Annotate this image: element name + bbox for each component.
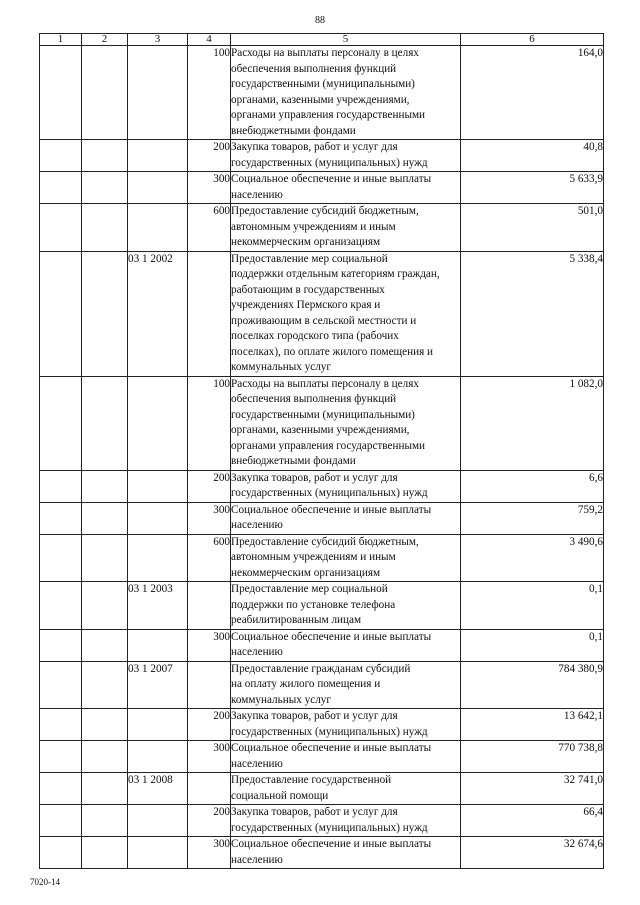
cell-description-text: Социальное обеспечение и иные выплаты населению [231, 173, 432, 201]
cell-amount-text: 0,1 [589, 630, 603, 643]
cell-description-text: Предоставление мер социальной поддержки отдельным категориям граждан, работающим в государственных учреждениях Пермского края и проживающим в сельской местности и поселках городского типа (рабочих поселках), по оплате жилого помещения и коммунальных услуг [231, 252, 440, 373]
cell-description [231, 709, 461, 741]
cell-col1 [40, 502, 82, 534]
cell-expense-type-text: 100 [213, 47, 230, 59]
column-header: 3 [128, 34, 188, 46]
cell-amount-text: 3 490,6 [569, 535, 603, 548]
table-body [40, 46, 604, 869]
cell-target-code [128, 661, 188, 709]
cell-description-text: Социальное обеспечение и иные выплаты населению [231, 503, 432, 531]
cell-amount-text: 6,6 [589, 471, 603, 484]
cell-target-code-text: 03 1 2002 [128, 252, 173, 265]
cell-amount-text: 40,8 [583, 141, 603, 153]
table-row [40, 140, 604, 172]
cell-expense-type-text: 200 [213, 471, 230, 484]
cell-description [231, 376, 461, 470]
cell-amount [461, 741, 604, 773]
cell-description-text: Закупка товаров, работ и услуг для государственных (муниципальных) нужд [231, 806, 428, 834]
cell-col1 [40, 251, 82, 376]
cell-col2 [82, 251, 128, 376]
cell-col2 [82, 582, 128, 630]
cell-target-code-text: 03 1 2008 [128, 774, 173, 786]
cell-expense-type [188, 46, 231, 140]
cell-amount [461, 502, 604, 534]
cell-amount [461, 805, 604, 837]
cell-description [231, 773, 461, 805]
cell-target-code-text: 03 1 2007 [128, 662, 173, 675]
cell-col1 [40, 172, 82, 204]
cell-description [231, 534, 461, 582]
cell-expense-type-text: 300 [213, 838, 230, 850]
cell-expense-type-text: 300 [213, 742, 230, 754]
table-row [40, 46, 604, 140]
cell-col1 [40, 661, 82, 709]
cell-expense-type [188, 773, 231, 805]
cell-target-code [128, 502, 188, 534]
cell-target-code [128, 805, 188, 837]
cell-amount-text: 770 738,8 [558, 742, 603, 754]
table-row [40, 376, 604, 470]
cell-target-code [128, 741, 188, 773]
cell-target-code [128, 251, 188, 376]
cell-expense-type [188, 534, 231, 582]
cell-description-text: Предоставление гражданам субсидий на оплату жилого помещения и коммунальных услуг [231, 662, 411, 706]
cell-col2 [82, 741, 128, 773]
table-header-row [40, 34, 604, 46]
cell-amount [461, 470, 604, 502]
cell-col1 [40, 204, 82, 252]
column-header: 2 [82, 34, 128, 46]
column-header: 5 [231, 34, 461, 46]
budget-table [39, 33, 604, 869]
cell-col1 [40, 629, 82, 661]
cell-amount-text: 1 082,0 [569, 377, 603, 390]
cell-target-code [128, 773, 188, 805]
cell-target-code-text: 03 1 2003 [128, 583, 173, 595]
column-header: 1 [40, 34, 82, 46]
cell-description-text: Предоставление мер социальной поддержки по установке телефона реабилитированным лицам [231, 583, 396, 626]
cell-description [231, 661, 461, 709]
cell-expense-type [188, 204, 231, 252]
cell-col1 [40, 582, 82, 630]
table-row [40, 805, 604, 837]
cell-expense-type [188, 470, 231, 502]
cell-amount [461, 534, 604, 582]
cell-expense-type-text: 300 [213, 503, 230, 516]
cell-description-text: Предоставление субсидий бюджетным, автономным учреждениям и иным некоммерческим организациям [231, 535, 419, 579]
column-header: 4 [188, 34, 231, 46]
cell-expense-type-text: 300 [213, 173, 230, 185]
cell-amount-text: 32 741,0 [563, 774, 603, 786]
cell-col1 [40, 837, 82, 869]
cell-amount [461, 661, 604, 709]
cell-col2 [82, 470, 128, 502]
cell-description-text: Социальное обеспечение и иные выплаты населению [231, 838, 432, 866]
cell-description-text: Социальное обеспечение и иные выплаты населению [231, 630, 432, 658]
cell-col2 [82, 661, 128, 709]
cell-target-code [128, 46, 188, 140]
cell-amount-text: 759,2 [577, 503, 603, 516]
cell-expense-type-text: 200 [213, 710, 230, 722]
table-row [40, 837, 604, 869]
cell-description [231, 805, 461, 837]
table-row [40, 629, 604, 661]
cell-col2 [82, 534, 128, 582]
cell-col2 [82, 709, 128, 741]
cell-expense-type [188, 172, 231, 204]
cell-amount [461, 773, 604, 805]
cell-expense-type-text: 200 [213, 806, 230, 818]
cell-description [231, 502, 461, 534]
cell-col2 [82, 204, 128, 252]
cell-col2 [82, 172, 128, 204]
cell-col2 [82, 140, 128, 172]
cell-description-text: Предоставление субсидий бюджетным, автономным учреждениям и иным некоммерческим организациям [231, 205, 419, 248]
cell-description [231, 837, 461, 869]
cell-description-text: Расходы на выплаты персоналу в целях обеспечения выполнения функций государственными (муниципальными) органами, казенными учреждениями, органами управления государственными внебюджетными фондами [231, 377, 426, 467]
cell-expense-type [188, 140, 231, 172]
cell-col1 [40, 46, 82, 140]
table-row [40, 661, 604, 709]
cell-target-code [128, 376, 188, 470]
cell-description [231, 582, 461, 630]
cell-amount [461, 46, 604, 140]
cell-description-text: Закупка товаров, работ и услуг для государственных (муниципальных) нужд [231, 710, 428, 738]
cell-amount-text: 5 633,9 [569, 173, 603, 185]
cell-expense-type [188, 805, 231, 837]
cell-col2 [82, 629, 128, 661]
cell-col1 [40, 709, 82, 741]
cell-col2 [82, 837, 128, 869]
cell-amount [461, 709, 604, 741]
cell-description [231, 629, 461, 661]
cell-description-text: Расходы на выплаты персоналу в целях обеспечения выполнения функций государственными (муниципальными) органами, казенными учреждениями, органами управления государственными внебюджетными фондами [231, 47, 426, 137]
cell-expense-type-text: 600 [213, 535, 230, 548]
cell-description [231, 741, 461, 773]
cell-description-text: Закупка товаров, работ и услуг для государственных (муниципальных) нужд [231, 141, 428, 169]
cell-description-text: Предоставление государственной социальной помощи [231, 774, 392, 802]
cell-col1 [40, 741, 82, 773]
footer-code: 7020-14 [30, 877, 60, 887]
cell-col1 [40, 534, 82, 582]
cell-amount [461, 251, 604, 376]
cell-description-text: Социальное обеспечение и иные выплаты населению [231, 742, 432, 770]
page-number: 88 [315, 15, 325, 26]
cell-target-code [128, 470, 188, 502]
cell-expense-type [188, 837, 231, 869]
cell-col2 [82, 376, 128, 470]
table-row [40, 172, 604, 204]
cell-amount-text: 13 642,1 [563, 710, 603, 722]
cell-target-code [128, 629, 188, 661]
cell-col2 [82, 805, 128, 837]
cell-col1 [40, 376, 82, 470]
cell-description [231, 204, 461, 252]
cell-amount [461, 140, 604, 172]
cell-target-code [128, 582, 188, 630]
cell-amount [461, 376, 604, 470]
table-row [40, 741, 604, 773]
cell-description [231, 46, 461, 140]
cell-expense-type [188, 376, 231, 470]
table-row [40, 709, 604, 741]
table-row [40, 470, 604, 502]
cell-col2 [82, 46, 128, 140]
cell-expense-type [188, 661, 231, 709]
cell-target-code [128, 204, 188, 252]
cell-target-code [128, 534, 188, 582]
cell-amount [461, 582, 604, 630]
cell-target-code [128, 709, 188, 741]
table-row [40, 251, 604, 376]
cell-target-code [128, 140, 188, 172]
cell-col2 [82, 502, 128, 534]
cell-amount-text: 66,4 [583, 806, 603, 818]
cell-amount [461, 172, 604, 204]
column-header: 6 [461, 34, 604, 46]
cell-amount-text: 5 338,4 [569, 252, 603, 265]
cell-target-code [128, 172, 188, 204]
cell-expense-type [188, 741, 231, 773]
cell-expense-type [188, 629, 231, 661]
cell-amount [461, 837, 604, 869]
cell-description [231, 251, 461, 376]
table-row [40, 204, 604, 252]
table-row [40, 582, 604, 630]
cell-amount-text: 501,0 [577, 205, 603, 217]
cell-expense-type-text: 100 [213, 377, 230, 390]
cell-col1 [40, 805, 82, 837]
cell-amount-text: 164,0 [577, 47, 603, 59]
table-row [40, 502, 604, 534]
cell-description [231, 140, 461, 172]
cell-col1 [40, 773, 82, 805]
cell-amount-text: 32 674,6 [563, 838, 603, 850]
cell-description [231, 172, 461, 204]
cell-expense-type-text: 600 [213, 205, 230, 217]
table-row [40, 773, 604, 805]
cell-expense-type [188, 709, 231, 741]
table-row [40, 534, 604, 582]
cell-expense-type-text: 300 [213, 630, 230, 643]
cell-expense-type-text: 200 [213, 141, 230, 153]
cell-expense-type [188, 251, 231, 376]
cell-expense-type [188, 502, 231, 534]
cell-amount [461, 629, 604, 661]
cell-col1 [40, 470, 82, 502]
cell-col1 [40, 140, 82, 172]
cell-description [231, 470, 461, 502]
cell-target-code [128, 837, 188, 869]
cell-amount-text: 784 380,9 [558, 662, 603, 675]
cell-amount [461, 204, 604, 252]
cell-description-text: Закупка товаров, работ и услуг для государственных (муниципальных) нужд [231, 471, 428, 499]
cell-amount-text: 0,1 [589, 583, 603, 595]
cell-expense-type [188, 582, 231, 630]
cell-col2 [82, 773, 128, 805]
